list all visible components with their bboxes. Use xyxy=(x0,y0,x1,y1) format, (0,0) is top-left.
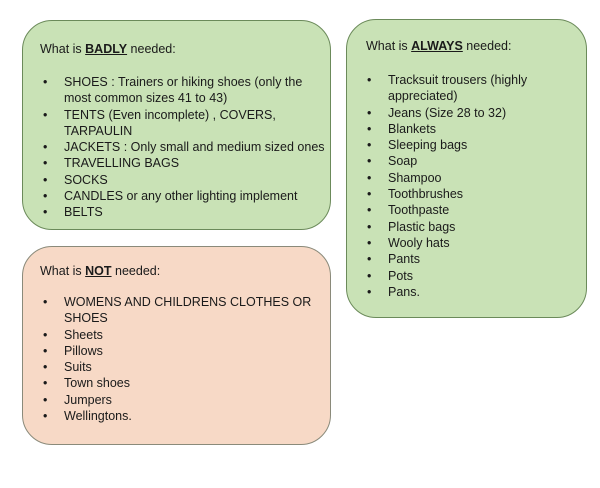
badly-title-prefix: What is xyxy=(40,42,86,56)
list-item: • Sleeping bags xyxy=(364,137,584,153)
list-item: • Blankets xyxy=(364,121,584,137)
always-needed-list xyxy=(364,72,584,300)
badly-needed-list xyxy=(40,74,325,221)
always-needed-title xyxy=(366,39,511,53)
list-item: • BELTS xyxy=(40,204,325,220)
list-item: • SOCKS xyxy=(40,172,325,188)
list-item: • SHOES : Trainers or hiking shoes (only the most common sizes 41 to 43) xyxy=(40,74,325,107)
list-item: • Pillows xyxy=(40,343,330,359)
list-item: • Shampoo xyxy=(364,170,584,186)
list-item: • CANDLES or any other lighting implement xyxy=(40,188,325,204)
list-item: • Toothpaste xyxy=(364,202,584,218)
list-item: • Wellingtons. xyxy=(40,408,330,424)
list-item: • Jeans (Size 28 to 32) xyxy=(364,105,584,121)
not-title-suffix: needed: xyxy=(111,264,161,278)
always-title-emphasis: ALWAYS xyxy=(411,39,463,53)
list-item: • Sheets xyxy=(40,327,330,343)
list-item: • JACKETS : Only small and medium sized ones xyxy=(40,139,325,155)
not-title-emphasis: NOT xyxy=(85,264,112,278)
badly-title-emphasis: BADLY xyxy=(85,42,128,56)
list-item: • Wooly hats xyxy=(364,235,584,251)
always-title-suffix: needed: xyxy=(462,39,512,53)
list-item: • TRAVELLING BAGS xyxy=(40,155,325,171)
not-needed-panel xyxy=(22,246,331,445)
list-item: • Jumpers xyxy=(40,392,330,408)
list-item: • WOMENS AND CHILDRENS CLOTHES OR SHOES xyxy=(40,294,330,327)
list-item: • Toothbrushes xyxy=(364,186,584,202)
list-item: • Suits xyxy=(40,359,330,375)
list-item: • Pants xyxy=(364,251,584,267)
not-needed-list xyxy=(40,294,330,424)
always-title-prefix: What is xyxy=(366,39,412,53)
list-item: • TENTS (Even incomplete) , COVERS, TARPAULIN xyxy=(40,107,325,140)
not-needed-title xyxy=(40,264,160,278)
list-item: • Tracksuit trousers (highly appreciated) xyxy=(364,72,584,105)
badly-needed-title xyxy=(40,42,176,56)
list-item: • Plastic bags xyxy=(364,219,584,235)
badly-needed-panel xyxy=(22,20,331,230)
list-item: • Town shoes xyxy=(40,375,330,391)
list-item: • Soap xyxy=(364,153,584,169)
list-item: • Pots xyxy=(364,268,584,284)
always-needed-panel xyxy=(346,19,587,318)
badly-title-suffix: needed: xyxy=(127,42,176,56)
not-title-prefix: What is xyxy=(40,264,86,278)
list-item: • Pans. xyxy=(364,284,584,300)
